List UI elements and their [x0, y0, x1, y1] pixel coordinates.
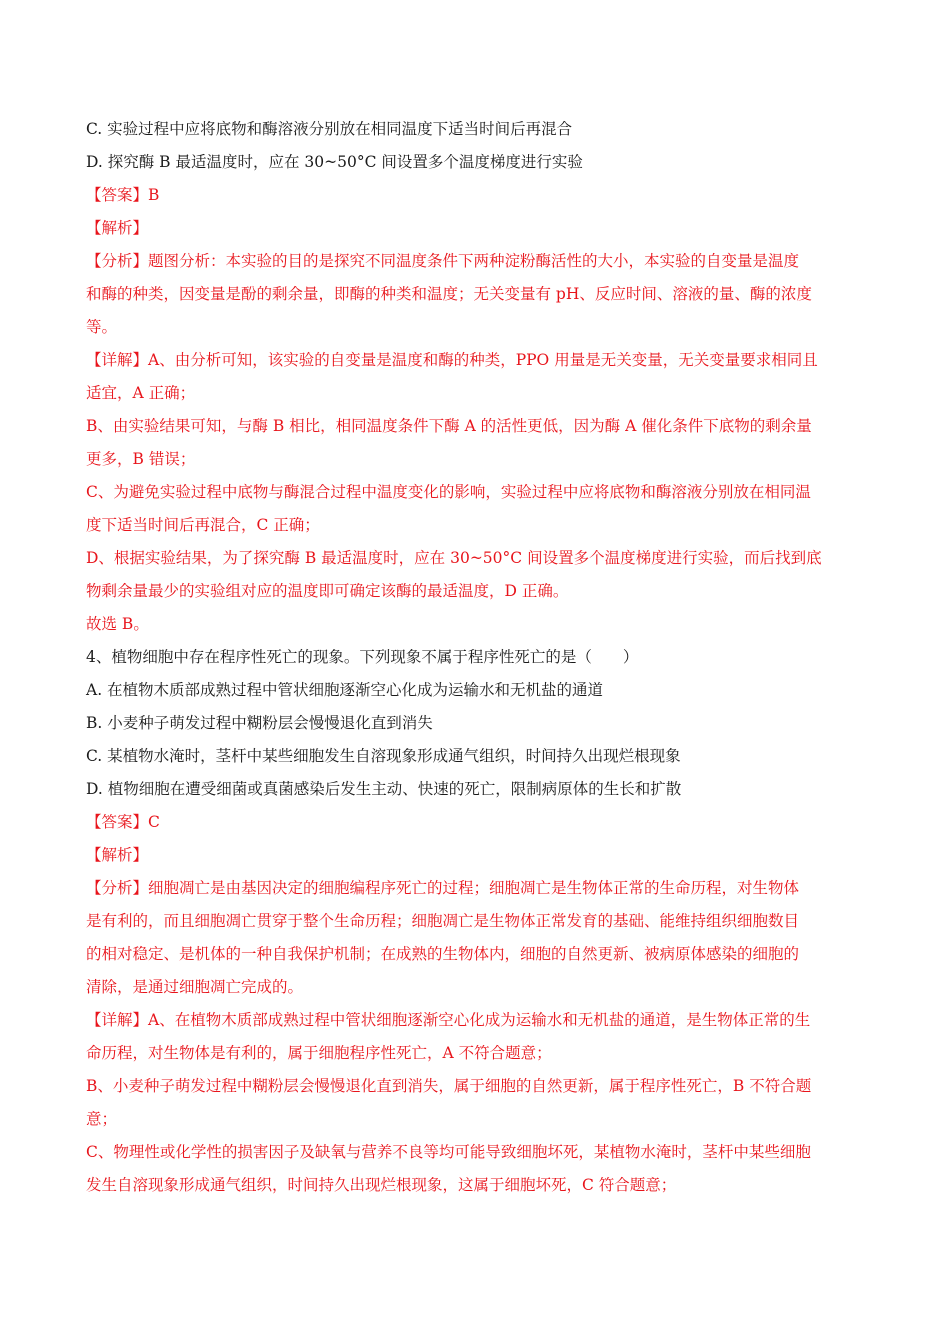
q4-option-c: C. 某植物水淹时，茎杆中某些细胞发生自溶现象形成通气组织，时间持久出现烂根现象	[86, 747, 681, 765]
q3-analysis-line: 和酶的种类，因变量是酚的剩余量，即酶的种类和温度；无关变量有 pH、反应时间、溶液的量、酶的浓度	[86, 285, 812, 303]
q3-detail-line: 更多，B 错误；	[86, 450, 196, 468]
q3-answer: 【答案】B	[86, 186, 160, 204]
q4-detail-line: 命历程，对生物体是有利的，属于细胞程序性死亡，A 不符合题意；	[86, 1044, 552, 1062]
q4-stem: 4、植物细胞中存在程序性死亡的现象。下列现象不属于程序性死亡的是（ ）	[86, 648, 639, 666]
q3-option-d: D. 探究酶 B 最适温度时，应在 30~50°C 间设置多个温度梯度进行实验	[86, 153, 583, 171]
q4-detail-line: C、物理性或化学性的损害因子及缺氧与营养不良等均可能导致细胞坏死，某植物水淹时，茎杆中某些细胞	[86, 1143, 811, 1161]
q4-answer: 【答案】C	[86, 813, 160, 831]
q3-analysis-line: 【分析】题图分析：本实验的目的是探究不同温度条件下两种淀粉酶活性的大小，本实验的自变量是温度	[86, 252, 800, 270]
q4-detail-line: 发生自溶现象形成通气组织，时间持久出现烂根现象，这属于细胞坏死，C 符合题意；	[86, 1176, 677, 1194]
q3-analysis-line: 等。	[86, 318, 118, 336]
q3-detail-line: 适宜，A 正确；	[86, 384, 196, 402]
q4-option-a: A. 在植物木质部成熟过程中管状细胞逐渐空心化成为运输水和无机盐的通道	[86, 681, 604, 699]
q3-option-c: C. 实验过程中应将底物和酶溶液分别放在相同温度下适当时间后再混合	[86, 120, 573, 138]
q4-option-b: B. 小麦种子萌发过程中糊粉层会慢慢退化直到消失	[86, 714, 433, 732]
q3-detail-line: C、为避免实验过程中底物与酶混合过程中温度变化的影响，实验过程中应将底物和酶溶液分别放在相同温	[86, 483, 811, 501]
q4-detail-line: 【详解】A、在植物木质部成熟过程中管状细胞逐渐空心化成为运输水和无机盐的通道，是生物体正常的生	[86, 1011, 811, 1029]
q4-analysis-line: 清除，是通过细胞凋亡完成的。	[86, 978, 304, 996]
q4-detail-line: 意；	[86, 1110, 118, 1128]
q3-detail-line: 【详解】A、由分析可知，该实验的自变量是温度和酶的种类，PPO 用量是无关变量，无关变量要求相同且	[86, 351, 818, 369]
q4-detail-line: B、小麦种子萌发过程中糊粉层会慢慢退化直到消失，属于细胞的自然更新，属于程序性死亡，B 不符合题	[86, 1077, 812, 1095]
q4-analysis-line: 的相对稳定、是机体的一种自我保护机制；在成熟的生物体内，细胞的自然更新、被病原体感染的细胞的	[86, 945, 800, 963]
document-body	[86, 113, 866, 1202]
q3-detail-line: D、根据实验结果，为了探究酶 B 最适温度时，应在 30~50°C 间设置多个温度梯度进行实验，而后找到底	[86, 549, 822, 567]
q4-analysis-line: 是有利的，而且细胞凋亡贯穿于整个生命历程；细胞凋亡是生物体正常发育的基础、能维持组织细胞数目	[86, 912, 800, 930]
q3-detail-line: 度下适当时间后再混合，C 正确；	[86, 516, 320, 534]
q3-conclusion: 故选 B。	[86, 615, 149, 633]
q4-option-d: D. 植物细胞在遭受细菌或真菌感染后发生主动、快速的死亡，限制病原体的生长和扩散	[86, 780, 682, 798]
q3-detail-line: 物剩余量最少的实验组对应的温度即可确定该酶的最适温度，D 正确。	[86, 582, 569, 600]
q4-analysis-line: 【分析】细胞凋亡是由基因决定的细胞编程序死亡的过程；细胞凋亡是生物体正常的生命历程，对生物体	[86, 879, 800, 897]
q4-analysis-heading: 【解析】	[86, 846, 149, 864]
q3-detail-line: B、由实验结果可知，与酶 B 相比，相同温度条件下酶 A 的活性更低，因为酶 A 催化条件下底物的剩余量	[86, 417, 812, 435]
q3-analysis-heading: 【解析】	[86, 219, 149, 237]
